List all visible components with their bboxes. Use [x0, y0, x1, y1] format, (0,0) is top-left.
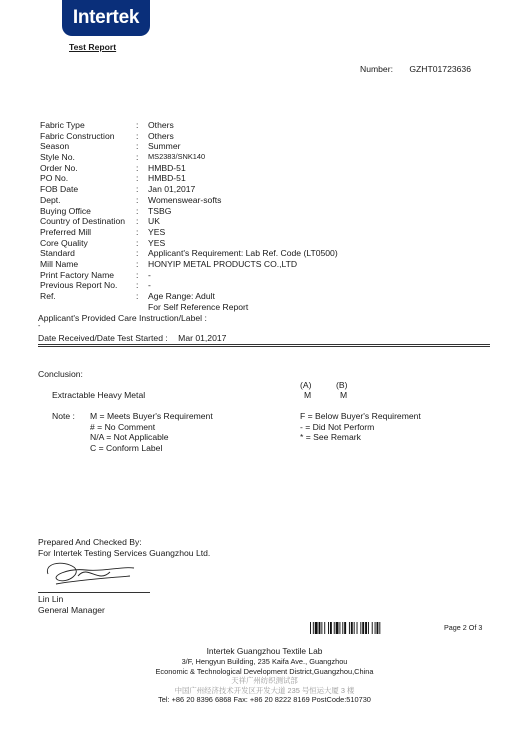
barcode-bar	[377, 622, 379, 634]
field-value: Age Range: Adult	[148, 291, 215, 301]
field-colon: :	[136, 120, 139, 130]
field-label: Country of Destination	[40, 216, 126, 227]
field-label: Dept.	[40, 194, 61, 205]
field-value: YES	[148, 226, 166, 237]
result-b: M	[340, 390, 348, 400]
barcode-bar	[334, 622, 335, 634]
barcode-bar	[344, 622, 346, 634]
field-value: MS2383/SNK140	[148, 152, 206, 162]
field-colon: :	[136, 226, 139, 237]
field-label: Fabric Construction	[40, 130, 115, 141]
footer	[0, 646, 529, 705]
field-value: Summer	[148, 141, 181, 152]
column-a-header: (A)	[300, 380, 312, 390]
field-value: Others	[148, 120, 174, 130]
barcode-bar	[372, 622, 373, 634]
field-colon: :	[136, 237, 139, 248]
legend-item: - = Did Not Perform	[300, 421, 375, 432]
logo-text: Intertek	[72, 7, 140, 28]
divider	[38, 344, 490, 345]
legend-right	[300, 411, 421, 443]
prepared-label: Prepared And Checked By:	[38, 537, 142, 547]
footer-chinese-name: 天祥广州纺织测试部	[231, 676, 298, 685]
barcode-bar	[339, 622, 340, 634]
barcode-bar	[319, 622, 321, 634]
footer-contact: Tel: +86 20 8396 6868 Fax: +86 20 8222 8169 PostCode:510730	[158, 695, 371, 704]
field-label: Fabric Type	[40, 120, 85, 130]
divider	[38, 346, 490, 347]
legend-item: N/A = Not Applicable	[90, 432, 169, 443]
field-colon: :	[136, 269, 139, 280]
barcode	[310, 622, 440, 634]
number-value: GZHT01723636	[409, 64, 471, 74]
care-instruction-value: -	[38, 323, 41, 330]
field-value: HONYIP METAL PRODUCTS CO.,LTD	[148, 258, 298, 269]
signer-title: General Manager	[38, 604, 105, 615]
care-instruction-label: Applicant's Provided Care Instruction/Label :	[38, 313, 207, 323]
field-label: Season	[40, 141, 70, 152]
field-value: HMBD-51	[148, 162, 186, 173]
footer-address-line-2: Economic & Technological Development District,Guangzhou,China	[155, 666, 374, 676]
date-received-value: Mar 01,2017	[178, 333, 227, 343]
barcode-bar	[342, 622, 343, 634]
ref-extra: For Self Reference Report	[148, 302, 249, 312]
signer	[38, 594, 105, 615]
result-a: M	[304, 390, 312, 400]
field-label: Previous Report No.	[40, 280, 118, 291]
note-label: Note :	[52, 411, 75, 421]
barcode-bar	[313, 622, 314, 634]
field-colon: :	[136, 141, 139, 152]
field-label: FOB Date	[40, 184, 79, 195]
field-value: Others	[148, 130, 174, 141]
company-name: For Intertek Testing Services Guangzhou Ltd.	[38, 547, 211, 558]
field-value: -	[148, 280, 151, 291]
barcode-bar	[375, 622, 376, 634]
field-colon: :	[136, 258, 139, 269]
number-label: Number:	[360, 64, 393, 74]
barcode-bar	[351, 622, 353, 634]
field-label: Preferred Mill	[40, 226, 92, 237]
legend-item: M = Meets Buyer's Requirement	[90, 411, 213, 421]
barcode-bar	[362, 622, 364, 634]
report-number	[360, 64, 471, 74]
field-label: Order No.	[40, 162, 78, 173]
barcode-bar	[310, 622, 311, 634]
field-label: PO No.	[40, 173, 69, 184]
legend-item: F = Below Buyer's Requirement	[300, 411, 421, 421]
date-received-label: Date Received/Date Test Started :	[38, 333, 168, 343]
field-label: Style No.	[40, 152, 75, 163]
field-colon: :	[136, 152, 139, 163]
field-value: HMBD-51	[148, 173, 186, 184]
field-value: -	[148, 269, 151, 280]
barcode-bar	[357, 622, 358, 634]
intertek-logo	[62, 0, 150, 36]
date-received	[38, 333, 226, 343]
handwritten-signature	[38, 554, 148, 592]
field-value: UK	[148, 216, 160, 227]
footer-lab-name: Intertek Guangzhou Textile Lab	[206, 646, 323, 656]
page-number: Page 2 Of 3	[444, 623, 483, 632]
barcode-bar	[336, 622, 339, 634]
field-colon: :	[136, 280, 139, 291]
field-label: Buying Office	[40, 205, 91, 216]
field-colon: :	[136, 194, 139, 205]
conclusion-item: Extractable Heavy Metal	[52, 390, 146, 400]
barcode-bar	[368, 622, 369, 634]
column-b-header: (B)	[336, 380, 348, 390]
conclusion-title: Conclusion:	[38, 369, 83, 379]
barcode-bar	[328, 622, 329, 634]
legend-item: C = Conform Label	[90, 443, 163, 454]
field-label: Mill Name	[40, 258, 79, 269]
barcode-bar	[324, 622, 325, 634]
legend-item: * = See Remark	[300, 432, 361, 443]
field-label: Core Quality	[40, 237, 88, 248]
barcode-bar	[330, 622, 332, 634]
barcode-bar	[321, 622, 322, 634]
field-value: Applicant's Requirement: Lab Ref. Code (LT0500)	[148, 248, 338, 259]
field-colon: :	[136, 205, 139, 216]
signature-line	[38, 592, 150, 593]
field-label: Print Factory Name	[40, 269, 115, 280]
report-title: Test Report	[69, 42, 117, 52]
barcode-bar	[379, 622, 380, 634]
field-value: Womenswear-softs	[148, 194, 222, 205]
field-label: Standard	[40, 248, 75, 259]
field-colon: :	[136, 173, 139, 184]
barcode-bar	[365, 622, 367, 634]
field-colon: :	[136, 184, 139, 195]
field-value: Jan 01,2017	[148, 184, 196, 195]
field-colon: :	[136, 162, 139, 173]
legend-item: # = No Comment	[90, 421, 156, 432]
field-label: Ref.	[40, 291, 56, 301]
field-colon: :	[136, 248, 139, 259]
barcode-bar	[360, 622, 361, 634]
legend-left	[90, 411, 213, 454]
barcode-bar	[315, 622, 318, 634]
field-value: YES	[148, 237, 166, 248]
signer-name: Lin Lin	[38, 594, 64, 604]
footer-chinese-address: 中国广州经济技术开发区开发大道 235 号恒运大厦 3 楼	[174, 685, 355, 695]
barcode-bar	[354, 622, 355, 634]
field-colon: :	[136, 216, 139, 227]
field-colon: :	[136, 130, 139, 141]
field-colon: :	[136, 291, 139, 301]
footer-address-line-1: 3/F, Hengyun Building, 235 Kaifa Ave., Guangzhou	[181, 657, 348, 666]
field-value: TSBG	[148, 205, 172, 216]
barcode-bar	[349, 622, 350, 634]
